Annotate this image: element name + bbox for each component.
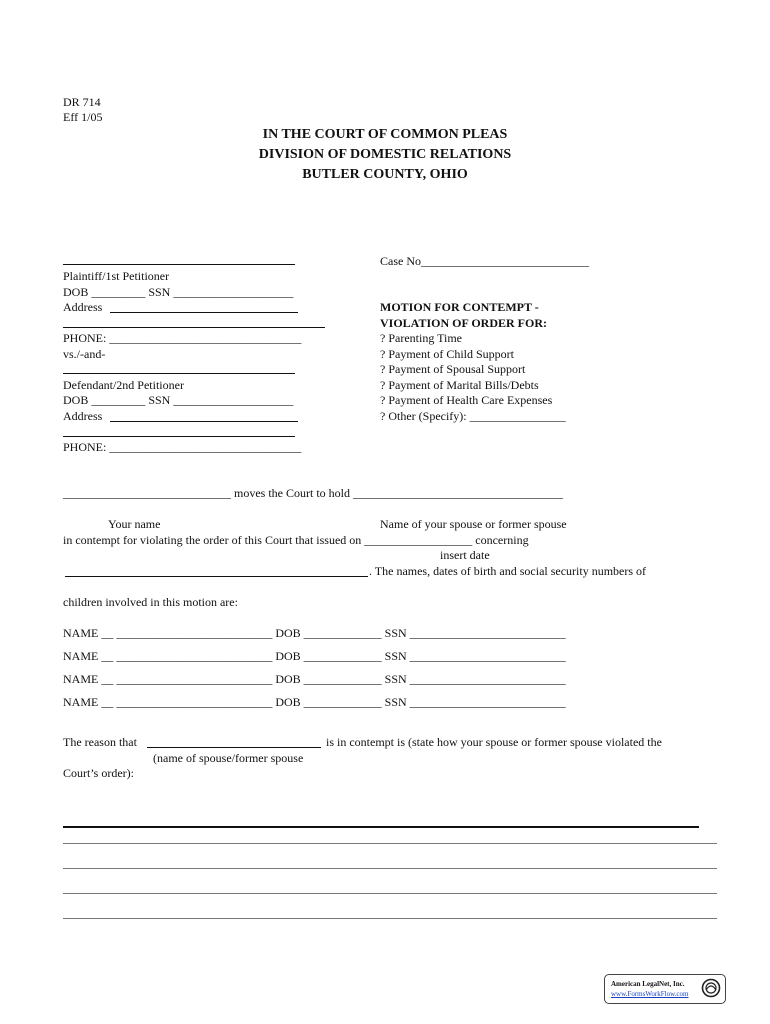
plaintiff-address-line-2[interactable] (63, 327, 325, 328)
spouse-name-sublabel: (name of spouse/former spouse (153, 751, 304, 765)
spouse-name-caption: Name of your spouse or former spouse (380, 517, 567, 531)
form-code: DR 714 (63, 95, 101, 109)
defendant-address-line-2[interactable] (63, 436, 295, 437)
reason-answer-line[interactable] (63, 893, 717, 894)
defendant-label: Defendant/2nd Petitioner (63, 378, 184, 392)
reason-suffix: is in contempt is (state how your spouse or former spouse violated the (326, 735, 662, 749)
your-name-caption: Your name (108, 517, 161, 531)
court-county: BUTLER COUNTY, OHIO (302, 167, 468, 182)
case-number-field[interactable]: Case No____________________________ (380, 254, 589, 268)
moves-court-line[interactable]: ____________________________ moves the Court to hold ___________________________________ (63, 486, 563, 500)
reason-answer-line[interactable] (63, 868, 717, 869)
defendant-dob-ssn[interactable]: DOB _________ SSN ____________________ (63, 393, 294, 407)
children-intro: children involved in this motion are: (63, 595, 238, 609)
court-order-label: Court’s order): (63, 766, 134, 780)
footer-company: American LegalNet, Inc. (611, 980, 685, 988)
motion-option-parenting-time[interactable]: ? Parenting Time (380, 331, 463, 345)
motion-subtitle: VIOLATION OF ORDER FOR: (380, 316, 548, 330)
child-row[interactable]: NAME __ __________________________ DOB _____________ SSN __________________________ (63, 649, 566, 663)
reason-prefix: The reason that (63, 735, 137, 749)
names-statement: . The names, dates of birth and social security numbers of (369, 564, 647, 578)
insert-date-caption: insert date (440, 548, 490, 562)
legalnet-logo-icon (701, 978, 721, 998)
court-division: DIVISION OF DOMESTIC RELATIONS (258, 147, 512, 162)
defendant-phone[interactable]: PHONE: ________________________________ (63, 440, 302, 454)
motion-option-health-care[interactable]: ? Payment of Health Care Expenses (380, 393, 553, 407)
footer-badge (604, 974, 726, 1004)
motion-option-marital-bills[interactable]: ? Payment of Marital Bills/Debts (380, 378, 539, 392)
contempt-statement[interactable]: in contempt for violating the order of this Court that issued on __________________ concerning (63, 533, 529, 547)
child-row[interactable]: NAME __ __________________________ DOB _____________ SSN __________________________ (63, 672, 566, 686)
plaintiff-address-label: Address (63, 300, 103, 314)
spouse-name-line[interactable] (147, 747, 321, 748)
reason-answer-line[interactable] (63, 843, 717, 844)
child-row[interactable]: NAME __ __________________________ DOB _____________ SSN __________________________ (63, 626, 566, 640)
motion-title: MOTION FOR CONTEMPT - (380, 300, 539, 314)
plaintiff-name-line[interactable] (63, 264, 295, 265)
plaintiff-address-line[interactable] (110, 312, 298, 313)
defendant-address-label: Address (63, 409, 103, 423)
plaintiff-dob-ssn[interactable]: DOB _________ SSN ____________________ (63, 285, 294, 299)
motion-option-spousal-support[interactable]: ? Payment of Spousal Support (380, 362, 526, 376)
reason-answer-line[interactable] (63, 826, 699, 828)
concerning-line[interactable] (65, 576, 368, 577)
form-effective-date: Eff 1/05 (63, 110, 103, 124)
plaintiff-phone[interactable]: PHONE: ________________________________ (63, 331, 302, 345)
motion-option-child-support[interactable]: ? Payment of Child Support (380, 347, 514, 361)
versus-label: vs./-and- (63, 347, 106, 361)
footer-url-link[interactable]: www.FormsWorkFlow.com (611, 990, 689, 998)
defendant-address-line[interactable] (110, 421, 298, 422)
plaintiff-label: Plaintiff/1st Petitioner (63, 269, 170, 283)
defendant-name-line[interactable] (63, 373, 295, 374)
motion-option-other[interactable]: ? Other (Specify): ________________ (380, 409, 566, 423)
court-title: IN THE COURT OF COMMON PLEAS (262, 127, 508, 142)
child-row[interactable]: NAME __ __________________________ DOB _____________ SSN __________________________ (63, 695, 566, 709)
reason-answer-line[interactable] (63, 918, 717, 919)
